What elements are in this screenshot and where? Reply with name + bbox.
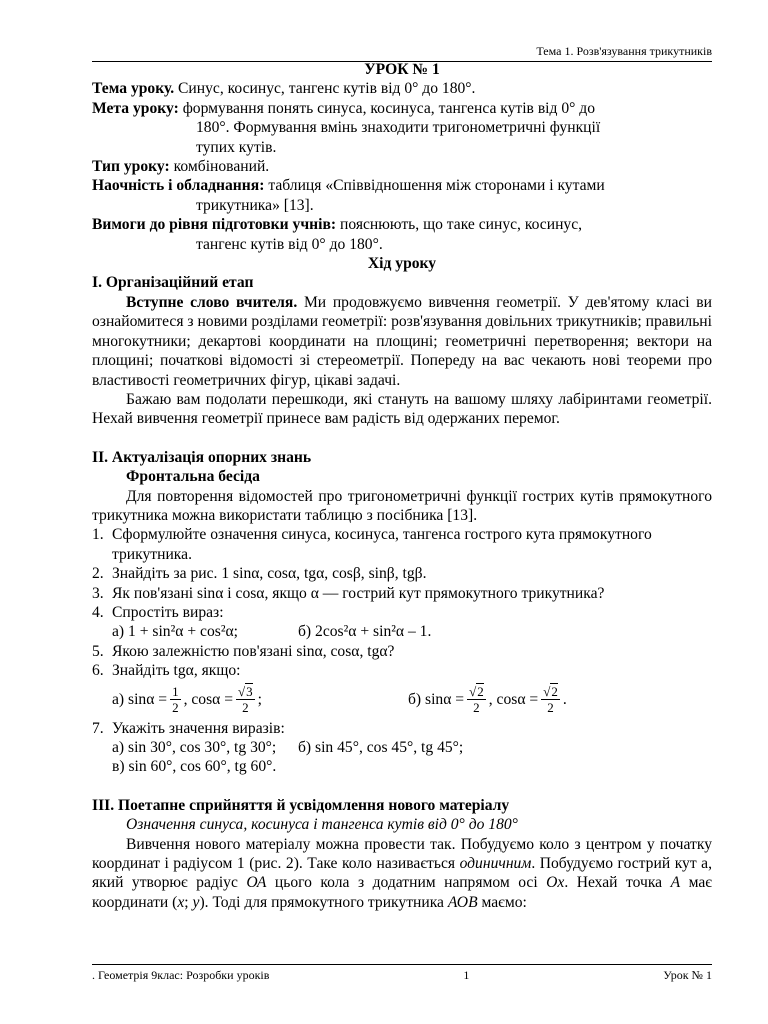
- q7-option-c: в) sin 60°, cos 60°, tg 60°.: [112, 758, 277, 776]
- visual-label: Наочність і обладнання:: [92, 177, 265, 195]
- goal-label: Мета уроку:: [92, 99, 179, 117]
- q6-option-b: б) sinα = $\frac{√2}{2}$ , cosα = $\frac{√2}{2}$ .: [408, 684, 567, 716]
- topic-label: Тема уроку.: [92, 80, 175, 98]
- question-list: [92, 525, 712, 680]
- question-7: 7. Укажіть значення виразів:: [92, 719, 285, 737]
- question-3: 3. Як пов'язані sinα і cosα, якщо α — гострий кут прямокутного трикутника?: [92, 584, 605, 602]
- document-page: [92, 0, 712, 1024]
- section-1-intro: [92, 293, 712, 390]
- type-text: комбінований.: [173, 158, 270, 176]
- visual-line: [92, 176, 712, 195]
- fraction: $\frac{√2}{2}$: [543, 684, 558, 716]
- question-2: 2. Знайдіть за рис. 1 sinα, cosα, tgα, cosβ, sinβ, tgβ.: [92, 565, 427, 583]
- question-5: 5. Якою залежністю пов'язані sinα, cosα, tgα?: [92, 642, 395, 660]
- goal-text-2: 180°. Формування вмінь знаходити тригонометричні функції: [196, 119, 601, 137]
- q6-option-a: а) sinα = $\frac{1}{2}$ , cosα = $\frac{√3}{2}$ ;: [112, 684, 263, 716]
- question-1: 1. Сформулюйте означення синуса, косинуса, тангенса гострого кута прямокутного трикутника.: [92, 526, 652, 563]
- topic-line: [92, 79, 712, 98]
- q7-options: [92, 738, 712, 757]
- section-3-sub: Означення синуса, косинуса і тангенса кутів від 0° до 180°: [126, 816, 518, 834]
- section-1-wish: Бажаю вам подолати перешкоди, які стануть на вашому шляху лабіринтами геометрії. Нехай вивчення геометрії принесе вам радість від одержаних перемог.: [92, 390, 712, 428]
- intro-text: Ми продовжуємо вивчення геометрії. У дев'ятому класі ви ознайомитеся з новими розділами геометрії: розв'язування довільних трикутників; правильні многокутники; декартові координати на площині; геометричні перетворення; вектори на площині; початкові відомості зі стереометрії. Попереду на вас чекають нові теореми про властивості геометричних фігур, цікаві задачі.: [92, 293, 712, 389]
- goal-text-3: тупих кутів.: [196, 138, 277, 156]
- question-6: 6. Знайдіть tgα, якщо:: [92, 662, 241, 680]
- visual-text-2: трикутника» [13].: [196, 196, 314, 214]
- q4-option-b: б) 2cos²α + sin²α – 1.: [298, 623, 432, 641]
- question-4-options: [112, 622, 712, 641]
- section-2-sub: Фронтальна бесіда: [126, 468, 260, 486]
- question-4: 4. Спростіть вираз: а) 1 + sin²α + cos²α; б) 2cos²α + sin²α – 1.: [92, 603, 712, 642]
- section-2-intro: Для повторення відомостей про тригонометричні функції гострих кутів прямокутного трикутника можна використати таблицю з посібника [13].: [92, 487, 712, 524]
- fraction: $\frac{√3}{2}$: [238, 684, 253, 716]
- fraction: $\frac{1}{2}$: [172, 684, 179, 716]
- question-list-2: [92, 719, 712, 738]
- q7-option-a: а) sin 30°, cos 30°, tg 30°;: [112, 739, 277, 756]
- type-label: Тип уроку:: [92, 158, 170, 176]
- section-3-heading: ІІІ. Поетапне сприйняття й усвідомлення нового матеріалу: [92, 796, 510, 814]
- goal-text-1: формування понять синуса, косинуса, тангенса кутів від 0° до: [182, 99, 596, 117]
- section-3-paragraph: Вивчення нового матеріалу можна провести так. Побудуємо коло з центром у початку координат і радіусом 1 (рис. 2). Таке коло називається одиничним. Побудуємо гострий кут a, який утворює радіус ОА цього кола з додатним напрямом осі Ох. Нехай точка А має координати (х; у). Тоді для прямокутного трикутника АОВ маємо:: [92, 835, 712, 911]
- q7-option-b: б) sin 45°, cos 45°, tg 45°;: [298, 739, 464, 756]
- req-line: [92, 215, 712, 234]
- section-2-heading: ІІ. Актуалізація опорних знань: [92, 448, 312, 466]
- footer-page-number: 1: [463, 968, 470, 982]
- intro-bold: Вступне слово вчителя.: [126, 293, 298, 311]
- goal-line: [92, 99, 712, 118]
- req-text-1: пояснюють, що таке синус, косинус,: [339, 216, 583, 234]
- footer-left: . Геометрія 9клас: Розробки уроків: [92, 968, 270, 982]
- q6-formulas: [92, 681, 712, 719]
- req-label: Вимоги до рівня підготовки учнів:: [92, 216, 337, 234]
- page-content: [92, 60, 712, 912]
- visual-text-1: таблиця «Співвідношення між сторонами і кутами: [268, 177, 605, 195]
- course-title: Хід уроку: [367, 255, 437, 273]
- section-1-heading: І. Організаційний етап: [92, 274, 254, 292]
- req-text-2: тангенс кутів від 0° до 180°.: [196, 235, 383, 253]
- footer-right: Урок № 1: [663, 968, 712, 982]
- page-header: Тема 1. Розв'язування трикутників: [92, 44, 712, 62]
- page-footer: [92, 964, 712, 983]
- fraction: $\frac{√2}{2}$: [469, 684, 484, 716]
- lesson-title: УРОК № 1: [364, 61, 440, 78]
- type-line: [92, 157, 712, 176]
- topic-text: Синус, косинус, тангенс кутів від 0° до 180°.: [178, 80, 476, 98]
- q4-option-a: а) 1 + sin²α + cos²α;: [112, 623, 238, 641]
